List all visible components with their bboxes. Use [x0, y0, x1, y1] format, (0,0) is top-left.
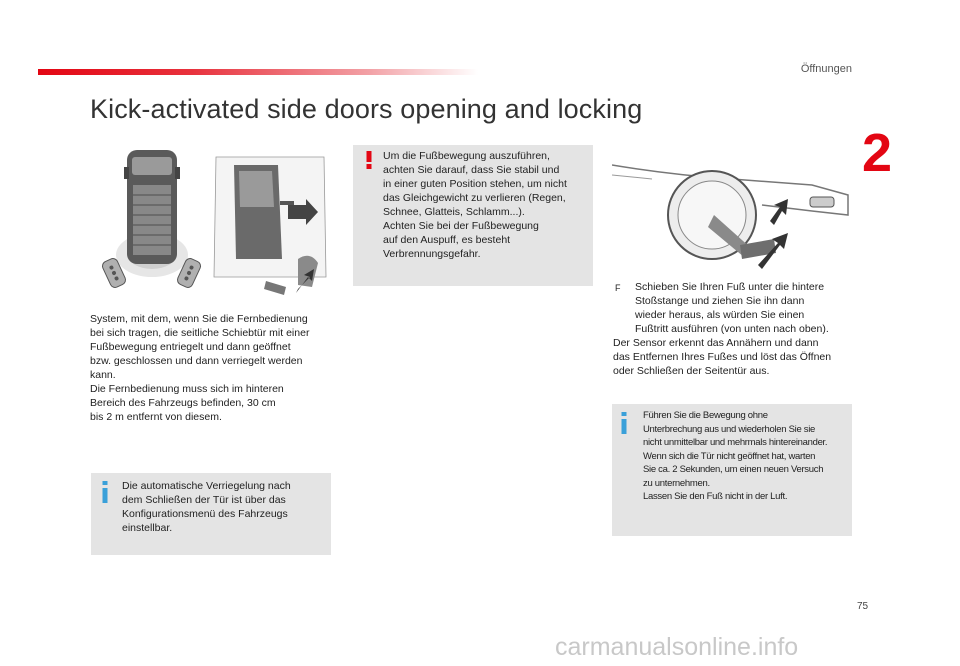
step-instruction: Schieben Sie Ihren Fuß unter die hintere Stoßstange und ziehen Sie ihn dann wieder heraus, als würden Sie einen Fußtritt ausführen (von unten nach oben). [635, 281, 829, 335]
page-title: Kick-activated side doors opening and locking [90, 94, 643, 124]
warning-box [353, 145, 593, 286]
step-bullet: F [615, 283, 621, 293]
watermark: carmanualsonline.info [555, 633, 799, 661]
info-box-locking [91, 473, 331, 555]
sliding-door-illustration [206, 147, 334, 303]
sensor-description: Der Sensor erkennt das Annähern und dann das Entfernen Ihres Fußes und löst das Öffnen oder Schließen der Seitentür aus. [613, 337, 832, 377]
info-text-locking: Die automatische Verriegelung nach dem Schließen der Tür ist über das Konfigurationsmenü des Fahrzeugs einstellbar. [122, 480, 291, 534]
info-icon [101, 481, 109, 503]
warning-text: Um die Fußbewegung auszuführen, achten Sie darauf, dass Sie stabil und in einer guten Position stehen, um nicht das Gleichgewicht zu verlieren (Regen, Schnee, Glatteis, Schlamm...). Achten Sie bei der Fußbewegung auf den Auspuff, es besteht Verbrennungsgefahr. [383, 150, 567, 260]
section-title: Öffnungen [800, 63, 852, 75]
rear-bumper-kick-illustration [612, 145, 852, 275]
page-number: 75 [857, 601, 869, 612]
warning-icon [365, 151, 373, 169]
info-text-movement: Führen Sie die Bewegung ohne Unterbrechung aus und wiederholen Sie sie nicht unmittelbar und mehrmals hintereinander. Wenn sich die Tür nicht geöffnet hat, warten Sie ca. 2 Sekunden, um einen neuen Versuch zu unternehmen. Lassen Sie den Fuß nicht in der Luft. [643, 410, 828, 502]
info-icon [620, 412, 628, 434]
info-box-movement [612, 404, 852, 536]
header-accent-bar [38, 69, 478, 75]
van-top-view-illustration [96, 145, 208, 303]
chapter-number: 2 [862, 123, 893, 183]
system-description: System, mit dem, wenn Sie die Fernbedienung bei sich tragen, die seitliche Schiebtür mit einer Fußbewegung entriegelt und dann geöffnet bzw. geschlossen und dann verriegelt werden kann. Die Fernbedienung muss sich im hinteren Bereich des Fahrzeugs befinden, 30 cm bis 2 m entfernt von diesem. [90, 313, 310, 423]
